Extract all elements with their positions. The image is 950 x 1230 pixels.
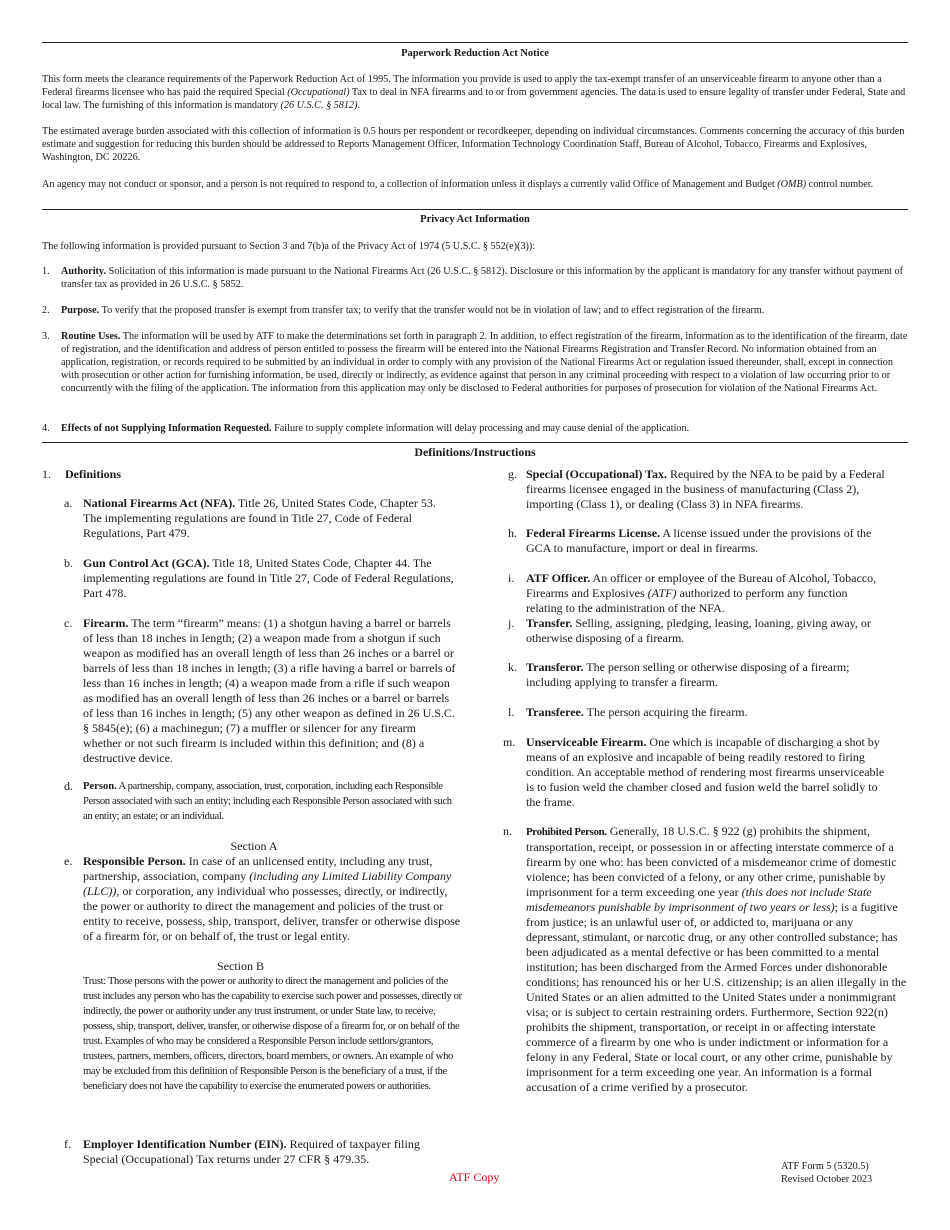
atf-copy-label: ATF Copy: [449, 1170, 500, 1184]
paperwork-paragraph-3: An agency may not conduct or sponsor, and a person is not required to respond to, a collection of information unless it displays a currently valid Office of Management and Budget (OMB) control number.: [42, 179, 874, 190]
item-number: 3.: [42, 331, 50, 342]
section-a-label: Section A: [230, 839, 278, 853]
paperwork-title: Paperwork Reduction Act Notice: [401, 48, 549, 59]
privacy-rule: [42, 209, 908, 210]
section-b-text: Trust: Those persons with the power or authority to direct the management and policies of the trust includes any person who has the capability to exercise such power and possesses, directly or indirectly, the power or authority under any trust instrument, or under State law, to receive, possess, ship, transport, deliver, transfer, or otherwise dispose of a firearm for, or on behalf of the trust. Examples of who may be considered a Responsible Person include settlors/grantors, trustees, partners, members, officers, directors, board members, or owners. An example of who may be excluded from this definition of Responsible Person is the beneficiary of a trust, if the beneficiary does not have the capability to exercise the enumerated powers or authorities.: [83, 976, 462, 1092]
item-number: 4.: [42, 423, 50, 434]
definitions-title: Definitions/Instructions: [414, 445, 536, 459]
item-heading: Routine Uses.: [61, 331, 121, 342]
section-b-label: Section B: [217, 959, 264, 973]
top-rule: [42, 42, 908, 43]
paperwork-paragraph-1: This form meets the clearance requirements of the Paperwork Reduction Act of 1995. The information you provide is used to apply the tax-exempt transfer of an unserviceable firearm to anyone other than a Federal firearms licensee who has paid the required Special (Occupational) Tax to deal in NFA firearms and to or from government agencies. The data is used to ensure legality of transfer under Federal, State and local law. The furnishing of this information is mandatory (26 U.S.C. § 5812).: [42, 74, 906, 111]
paperwork-paragraph-2: The estimated average burden associated with this collection of information is 0.5 hours per respondent or recordkeeper, depending on individual circumstances. Comments concerning the accuracy of this burden estimate and suggestion for reducing this burden should be addressed to Reports Management Officer, Information Technology Coordination Staff, Bureau of Alcohol, Tobacco, Firearms and Explosives, Washington, DC 20226.: [42, 126, 905, 163]
privacy-intro: The following information is provided pursuant to Section 3 and 7(b)a of the Privacy Act of 1974 (5 U.S.C. § 552(e)(3)):: [42, 241, 536, 252]
item-heading: Purpose.: [61, 305, 100, 316]
item-heading: Effects of not Supplying Information Requested.: [61, 423, 272, 434]
form-number: ATF Form 5 (5320.5): [781, 1161, 869, 1172]
definitions-rule: [42, 442, 908, 443]
item-heading: Authority.: [61, 266, 106, 277]
revision-date: Revised October 2023: [781, 1174, 873, 1185]
privacy-title: Privacy Act Information: [420, 214, 530, 225]
item-number: 1.: [42, 266, 50, 277]
item-number: 2.: [42, 305, 50, 316]
